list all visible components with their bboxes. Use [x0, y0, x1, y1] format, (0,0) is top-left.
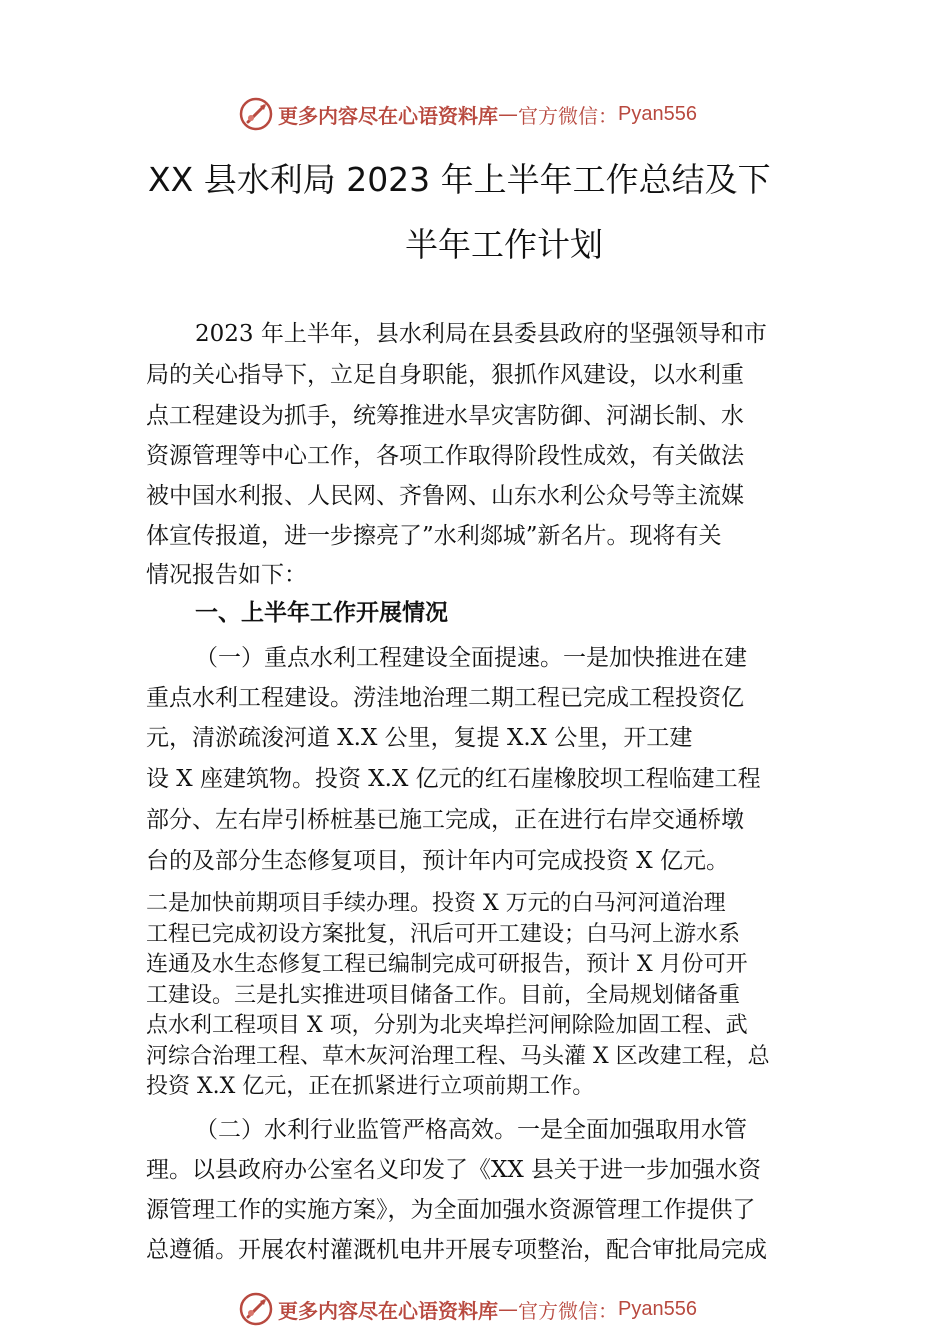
paragraph-line: （二）水利行业监管严格高效。一是全面加强取用水管	[195, 1117, 747, 1143]
paragraph-line: 源管理工作的实施方案》，为全面加强水资源管理工作提供了	[146, 1197, 756, 1223]
wechat-label: 官方微信：	[518, 103, 618, 128]
wechat-label: 官方微信：	[518, 1298, 618, 1323]
paragraph-line: 总遵循。开展农村灌溉机电井开展专项整治，配合审批局完成	[146, 1237, 767, 1263]
logo-icon	[238, 96, 274, 132]
paragraph-line: 元，清淤疏浚河道 X.X 公里，复提 X.X 公里，开工建	[146, 725, 693, 751]
paragraph-line: 二是加快前期项目手续办理。投资 X 万元的白马河河道治理	[146, 891, 726, 916]
paragraph-line: 资源管理等中心工作，各项工作取得阶段性成效，有关做法	[146, 443, 744, 469]
document-title-line2: 半年工作计划	[405, 225, 603, 264]
paragraph-line: 局的关心指导下，立足自身职能，狠抓作风建设，以水利重	[146, 362, 744, 388]
logo-icon	[238, 1291, 274, 1327]
paragraph-line: 理。以县政府办公室名义印发了《XX 县关于进一步加强水资	[146, 1157, 762, 1183]
paragraph-line: 工建设。三是扎实推进项目储备工作。目前，全局规划储备重	[146, 983, 741, 1008]
banner-dash: —	[498, 1297, 518, 1321]
footer-banner	[238, 1289, 697, 1329]
paragraph-line: 投资 X.X 亿元，正在抓紧进行立项前期工作。	[146, 1074, 595, 1099]
paragraph-line: 台的及部分生态修复项目，预计年内可完成投资 X 亿元。	[146, 848, 729, 874]
paragraph-line: 连通及水生态修复工程已编制完成可研报告，预计 X 月份可开	[146, 952, 748, 977]
header-banner	[238, 94, 697, 134]
section-heading: 一、上半年工作开展情况	[195, 600, 448, 626]
banner-dash: —	[498, 102, 518, 126]
paragraph-line: 重点水利工程建设。涝洼地治理二期工程已完成工程投资亿	[146, 685, 744, 711]
document-title-line1: XX 县水利局 2023 年上半年工作总结及下	[148, 160, 771, 199]
paragraph-line: 河综合治理工程、草木灰河治理工程、马头灌 X 区改建工程，总	[146, 1044, 770, 1069]
paragraph-line: 情况报告如下：	[146, 562, 307, 588]
paragraph-line: 点工程建设为抓手，统筹推进水旱灾害防御、河湖长制、水	[146, 403, 744, 429]
paragraph-line: 点水利工程项目 X 项，分别为北夹埠拦河闸除险加固工程、武	[146, 1013, 748, 1038]
paragraph-line: 被中国水利报、人民网、齐鲁网、山东水利公众号等主流媒	[146, 483, 744, 509]
brand-name: 更多内容尽在心语资料库	[278, 103, 498, 128]
wechat-id: Pyan556	[618, 102, 697, 125]
paragraph-line: （一）重点水利工程建设全面提速。一是加快推进在建	[195, 645, 747, 671]
paragraph-line: 工程已完成初设方案批复，汛后可开工建设；白马河上游水系	[146, 922, 741, 947]
wechat-id: Pyan556	[618, 1297, 697, 1320]
paragraph-line: 设 X 座建筑物。投资 X.X 亿元的红石崖橡胶坝工程临建工程	[146, 766, 761, 792]
paragraph-line: 部分、左右岸引桥桩基已施工完成，正在进行右岸交通桥墩	[146, 807, 744, 833]
paragraph-line: 体宣传报道，进一步擦亮了”水利郯城”新名片。现将有关	[146, 523, 722, 549]
brand-name: 更多内容尽在心语资料库	[278, 1298, 498, 1323]
paragraph-line: 2023 年上半年，县水利局在县委县政府的坚强领导和市	[195, 321, 767, 347]
